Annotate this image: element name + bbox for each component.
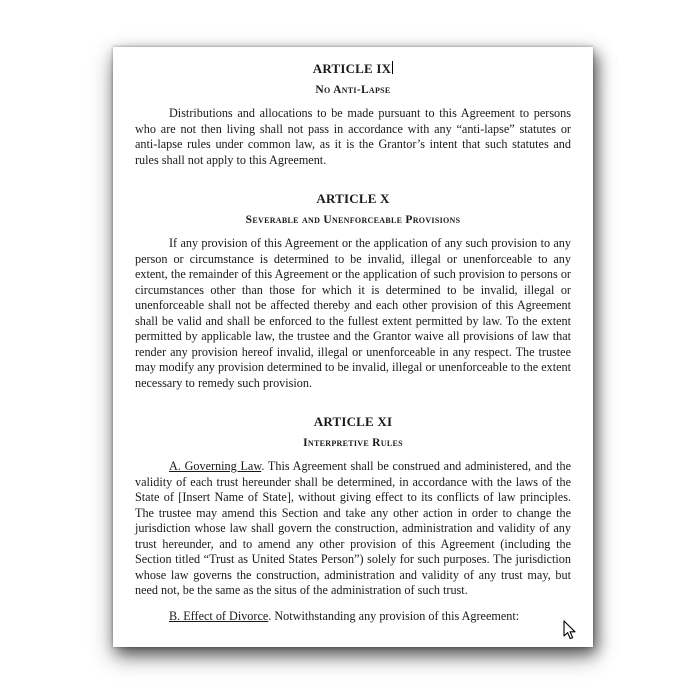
article-title-text: ARTICLE IX [312, 61, 392, 76]
article-subtitle: Interpretive Rules [303, 437, 403, 449]
text-caret [392, 61, 393, 74]
mouse-pointer-icon [563, 620, 577, 640]
section-text: . This Agreement shall be construed and administered, and the validity of each trust hereunder shall be determined, in accordance with the laws of the State of [Insert Name of State], without giving effect to its conflicts of law principles. The trustee may amend this Section and take any other action in order to change the jurisdiction whose law shall govern the construction, administration and validity of any trust hereunder, and to amend any other provision of this Agreement (including the Section titled “Trust as United States Person”) solely for such purposes. The jurisdiction whose law governs the construction, administration and validity of any trust may, but need not, be the same as the situs of the administration of such trust. [135, 459, 571, 597]
article-x [135, 191, 571, 391]
section-heading: A. Governing Law [169, 459, 262, 473]
section-heading: B. Effect of Divorce [169, 608, 269, 623]
section-effect-of-divorce [135, 609, 571, 625]
document-content [135, 61, 571, 624]
article-ix [135, 61, 571, 168]
article-paragraph: If any provision of this Agreement or the application of any such provision to any person or circumstance is determined to be invalid, illegal or unenforceable to any extent, the remainder of this Agreement or the application of such provision to persons or circumstances other than those for which it is determined to be invalid, illegal or unenforceable shall not be affected thereby and each other provision of this Agreement shall be valid and shall be enforced to the fullest extent permitted by law. To the extent permitted by applicable law, the trustee and the Grantor waive all provisions of law that render any provision hereof invalid, illegal or unenforceable in any respect. The trustee may modify any provision determined to be invalid, illegal or unenforceable to the extent necessary to remedy such provision. [135, 236, 571, 390]
section-text: . Notwithstanding any provision of this Agreement: [268, 608, 520, 623]
article-xi [135, 414, 571, 624]
article-subtitle: Severable and Unenforceable Provisions [245, 214, 461, 226]
article-paragraph: Distributions and allocations to be made pursuant to this Agreement to persons who are not then living shall not pass in accordance with any “anti-lapse” statutes or anti-lapse rules under common law, as it is the Grantor’s intent that such statutes and rules shall not apply to this Agreement. [135, 106, 571, 167]
section-governing-law [135, 459, 571, 599]
document-page [113, 47, 593, 647]
article-title: ARTICLE XI [313, 414, 393, 429]
article-title [135, 61, 571, 77]
article-subtitle: No Anti-Lapse [315, 84, 391, 96]
article-title: ARTICLE X [316, 191, 390, 206]
